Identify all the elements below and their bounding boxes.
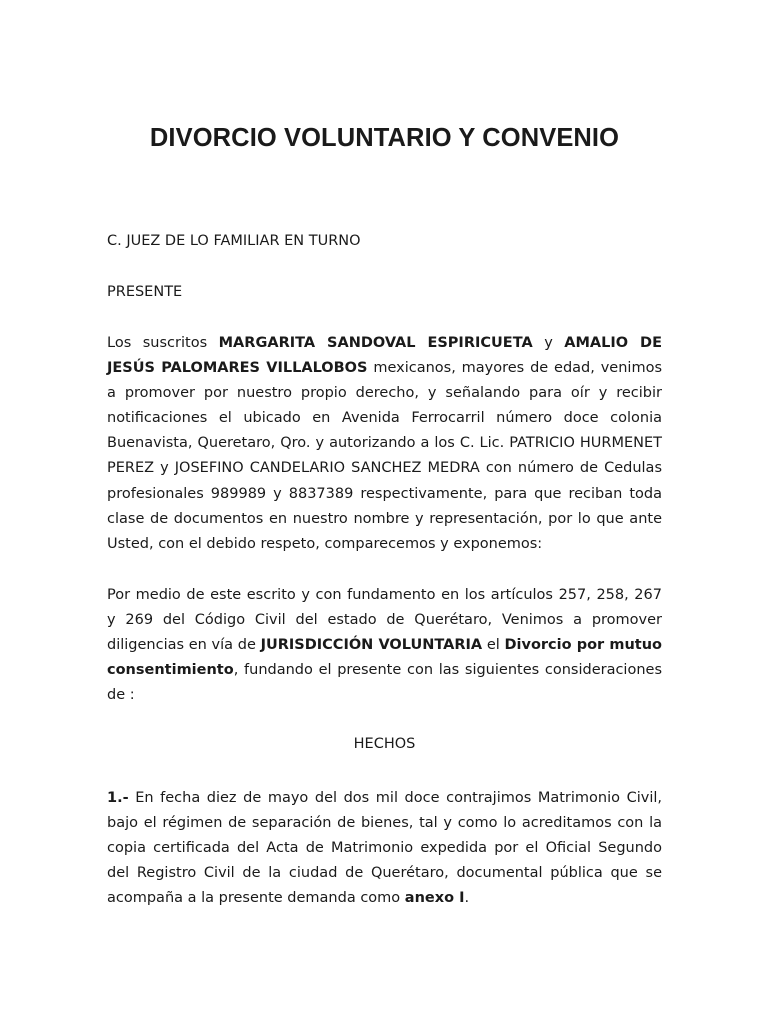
intro-text-2: y xyxy=(532,335,565,351)
intro-paragraph xyxy=(107,331,662,557)
intro-text-1: Los suscritos xyxy=(107,335,219,351)
jurisdiccion-voluntaria-term: JURISDICCIÓN VOLUNTARIA xyxy=(260,637,483,654)
petitioner-name-2: AMALIO DE JESÚS PALOMARES VILLALOBOS xyxy=(107,335,662,377)
divorcio-mutuo-term: Divorcio por mutuo consentimiento xyxy=(107,637,662,679)
hecho-1-number: 1.- xyxy=(107,790,129,806)
hechos-heading: HECHOS xyxy=(353,736,416,752)
legal-basis-text-3: , fundando el presente con las siguientes consideraciones de : xyxy=(107,662,662,704)
intro-text-3: mexicanos, mayores de edad, venimos a promover por nuestro propio derecho, y señalando para oír y recibir notificaciones el ubicado en Avenida Ferrocarril número doce colonia Buenavista, Queretaro, Qro. y autorizando a los C. Lic. PATRICIO HURMENET PEREZ y JOSEFINO CANDELARIO SANCHEZ MEDRA con número de Cedulas profesionales 989989 y 8837389 respectivamente, para que reciban toda clase de documentos en nuestro nombre y representación, por lo que ante Usted, con el debido respeto, comparecemos y exponemos: xyxy=(107,360,662,552)
document-title: DIVORCIO VOLUNTARIO Y CONVENIO xyxy=(149,124,620,152)
hecho-1-text-1: En fecha diez de mayo del dos mil doce contrajimos Matrimonio Civil, bajo el régimen de separación de bienes, tal y como lo acreditamos con la copia certificada del Acta de Matrimonio expedida por el Oficial Segundo del Registro Civil de la ciudad de Querétaro, documental pública que se acompaña a la presente demanda como xyxy=(107,790,662,907)
hecho-1-text-2: . xyxy=(464,890,470,907)
legal-basis-text-2: el xyxy=(482,637,505,654)
hecho-1-paragraph xyxy=(107,786,662,911)
legal-basis-paragraph xyxy=(107,583,662,708)
legal-basis-text-1: Por medio de este escrito y con fundamento en los artículos 257, 258, 267 y 269 del Código Civil del estado de Querétaro, Venimos a promover diligencias en vía de xyxy=(107,587,662,654)
anexo-reference: anexo I xyxy=(404,890,465,907)
presente-line: PRESENTE xyxy=(107,284,183,300)
petitioner-name-1: MARGARITA SANDOVAL ESPIRICUETA xyxy=(218,335,533,351)
addressee-line: C. JUEZ DE LO FAMILIAR EN TURNO xyxy=(107,233,361,249)
